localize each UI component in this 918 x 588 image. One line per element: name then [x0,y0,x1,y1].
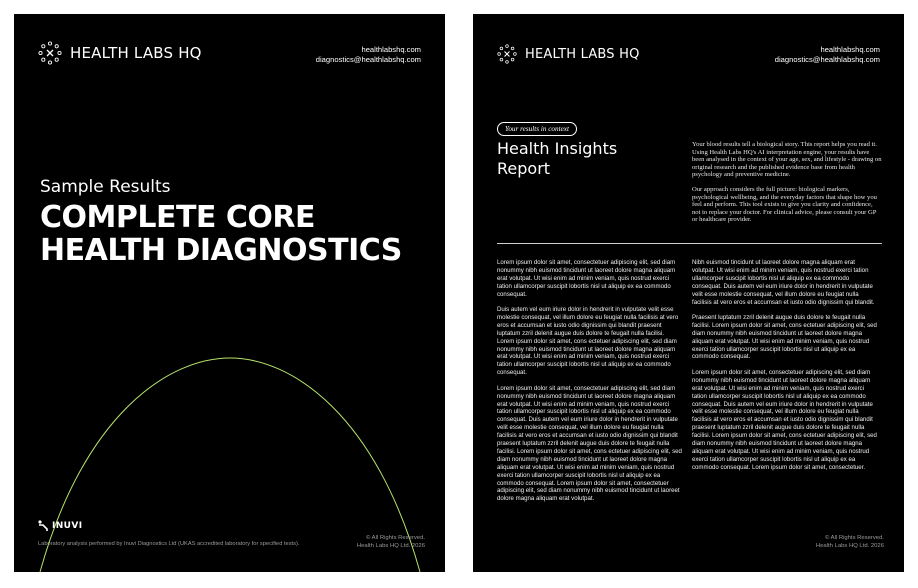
body-paragraph: Lorem ipsum dolor sit amet, consectetuer adipiscing elit, sed diam nonummy nibh euismod tincidunt ut laoreet dolore magna aliquam erat volutpat. Ut wisi enim ad minim veniam, quis nostrud exerci tation ullamcorper suscipit lobortis nisl ut aliquip ex ea commodo consequat. Duis autem vel eum iriure dolor in hendrerit in vulputate velit esse molestie consequat, vel illum dolore eu feugiat nulla facilisis at vero eros et accumsan et iusto odio dignissim qui blandit praesent luptatum zzril delenit augue duis dolore te feugait nulla facilisi. Lorem ipsum dolor sit amet, cons ectetuer adipiscing elit, sed diam nonummy nibh euismod tincidunt ut laoreet dolore magna aliquam erat volutpat. Ut wisi enim ad minim veniam, quis nostrud exerci tation ullamcorper suscipit lobortis nisl ut aliquip ex ea commodo consequat. Lorem ipsum dolor sit amet, consectetuer adipiscing elit, sed diam nonummy nibh euismod tincidunt ut laoreet dolore magna aliquam erat volutpat. [497,384,682,503]
cover-title-line-1: COMPLETE CORE [40,200,315,235]
website-link[interactable]: healthlabshq.com [820,45,880,54]
report-page [473,14,904,572]
body-paragraph: Lorem ipsum dolor sit amet, consectetuer adipiscing elit, sed diam nonummy nibh euismod tincidunt ut laoreet dolore magna aliquam erat volutpat. Ut wisi enim ad minim veniam, quis nostrud exerci tation ullamcorper suscipit lobortis nisl ut aliquip ex ea commodo consequat. [497,259,676,298]
report-title [497,139,617,179]
intro-paragraph: Our approach considers the full picture: biological markers, psychological wellbeing, and the everyday factors that shape how you feel and perform. This tool exists to give you clarity and confidence, not to replace your doctor. For clinical advice, please consult your GP or healthcare provider. [692,185,877,224]
body-paragraph: Nibh euismod tincidunt ut laoreet dolore magna aliquam erat volutpat. Ut wisi enim ad minim veniam, quis nostrud exerci tation ullamcorper suscipit lobortis nisl ut aliquip ex ea commodo consequat. Duis autem vel eum iriure dolor in hendrerit in vulputate velit esse molestie consequat, vel illum dolore eu feugiat nulla facilisis at vero eros et accumsan et iusto odio dignissim qui blandit. [692,259,875,306]
rights-line-2: Health Labs HQ Ltd. 2026 [815,543,884,549]
cover-title [40,201,440,267]
cover-logo [38,41,202,65]
body-column-left [497,259,682,511]
body-paragraph: Lorem ipsum dolor sit amet, consectetuer adipiscing elit, sed diam nonummy nibh euismod tincidunt ut laoreet dolore magna aliquam erat volutpat. Ut wisi enim ad minim veniam, quis nostrud exerci tation ullamcorper suscipit lobortis nisl ut aliquip ex ea commodo consequat. Duis autem vel eum iriure dolor in hendrerit in vulputate velit esse molestie consequat, vel illum dolore eu feugiat nulla facilisis at vero eros et accumsan et iusto odio dignissim qui blandit praesent luptatum zzril delenit augue duis dolore te feugait nulla facilisi. Lorem ipsum dolor sit amet, cons ectetuer adipiscing elit, sed diam nonummy nibh euismod tincidunt ut laoreet dolore magna aliquam erat volutpat. Ut wisi enim ad minim veniam, quis nostrud exerci tation ullamcorper suscipit lobortis nisl ut aliquip ex ea commodo consequat. Lorem ipsum dolor sit amet, consectetuer. [692,368,877,471]
email-link[interactable]: diagnostics@healthlabshq.com [315,55,421,64]
report-title-line-1: Health Insights [497,139,618,158]
lab-brand [38,520,83,532]
inuvi-logo-icon [38,520,49,532]
rights-line-2: Health Labs HQ Ltd. 2026 [356,543,425,549]
section-divider [497,243,882,244]
health-labs-logo-icon [497,44,517,64]
body-paragraph: Duis autem vel eum iriure dolor in hendrerit in vulputate velit esse molestie consequat, vel illum dolore eu feugiat nulla facilisis at vero eros et accumsan et iusto odio dignissim qui blandit praesent luptatum zzril delenit augue duis dolore te feugait nulla facilisi. Lorem ipsum dolor sit amet, cons ectetuer adipiscing elit, sed diam nonummy nibh euismod tincidunt ut laoreet dolore magna aliquam erat volutpat. Ut wisi enim ad minim veniam, quis nostrud exerci tation ullamcorper suscipit lobortis nisl ut aliquip ex ea commodo consequat. [497,306,679,377]
lab-note: Laboratory analysis performed by Inuvi Diagnostics Ltd (UKAS accredited laboratory for specified tests). [38,541,300,547]
context-pill: Your results in context [497,122,577,136]
report-title-line-2: Report [497,159,551,178]
website-link[interactable]: healthlabshq.com [361,45,421,54]
health-labs-logo-icon [38,41,62,65]
cover-rights [357,534,425,550]
rights-line-1: © All Rights Reserved. [365,535,425,541]
email-link[interactable]: diagnostics@healthlabshq.com [774,55,880,64]
cover-subtitle: Sample Results [40,177,171,197]
body-column-right [692,259,877,479]
rights-line-1: © All Rights Reserved. [824,535,884,541]
intro-text [692,141,882,231]
report-logo [497,44,640,64]
cover-page [14,14,445,572]
contact-block [775,45,880,65]
body-paragraph: Praesent luptatum zzril delenit augue duis dolore te feugait nulla facilisi. Lorem ipsum dolor sit amet, cons ectetuer adipiscing elit, sed diam nonummy nibh euismod tincidunt ut laoreet dolore magna aliquam erat volutpat. Ut wisi enim ad minim veniam, quis nostrud exerci tation ullamcorper suscipit lobortis nisl ut aliquip ex ea commodo consequat. [692,313,877,361]
brand-wordmark: HEALTH LABS HQ [70,44,202,62]
report-rights [816,534,884,550]
brand-wordmark: HEALTH LABS HQ [525,46,640,62]
cover-title-line-2: HEALTH DIAGNOSTICS [40,233,402,268]
lab-brand-name: INUVI [52,521,83,531]
contact-block [316,45,421,65]
intro-paragraph: Your blood results tell a biological story. This report helps you read it. Using Health Labs HQ's AI interpretation engine, your results have been analysed in the context of your age, sex, and lifestyle - drawing on original research and the published evidence base from health psychology and preventive medicine. [692,141,882,179]
